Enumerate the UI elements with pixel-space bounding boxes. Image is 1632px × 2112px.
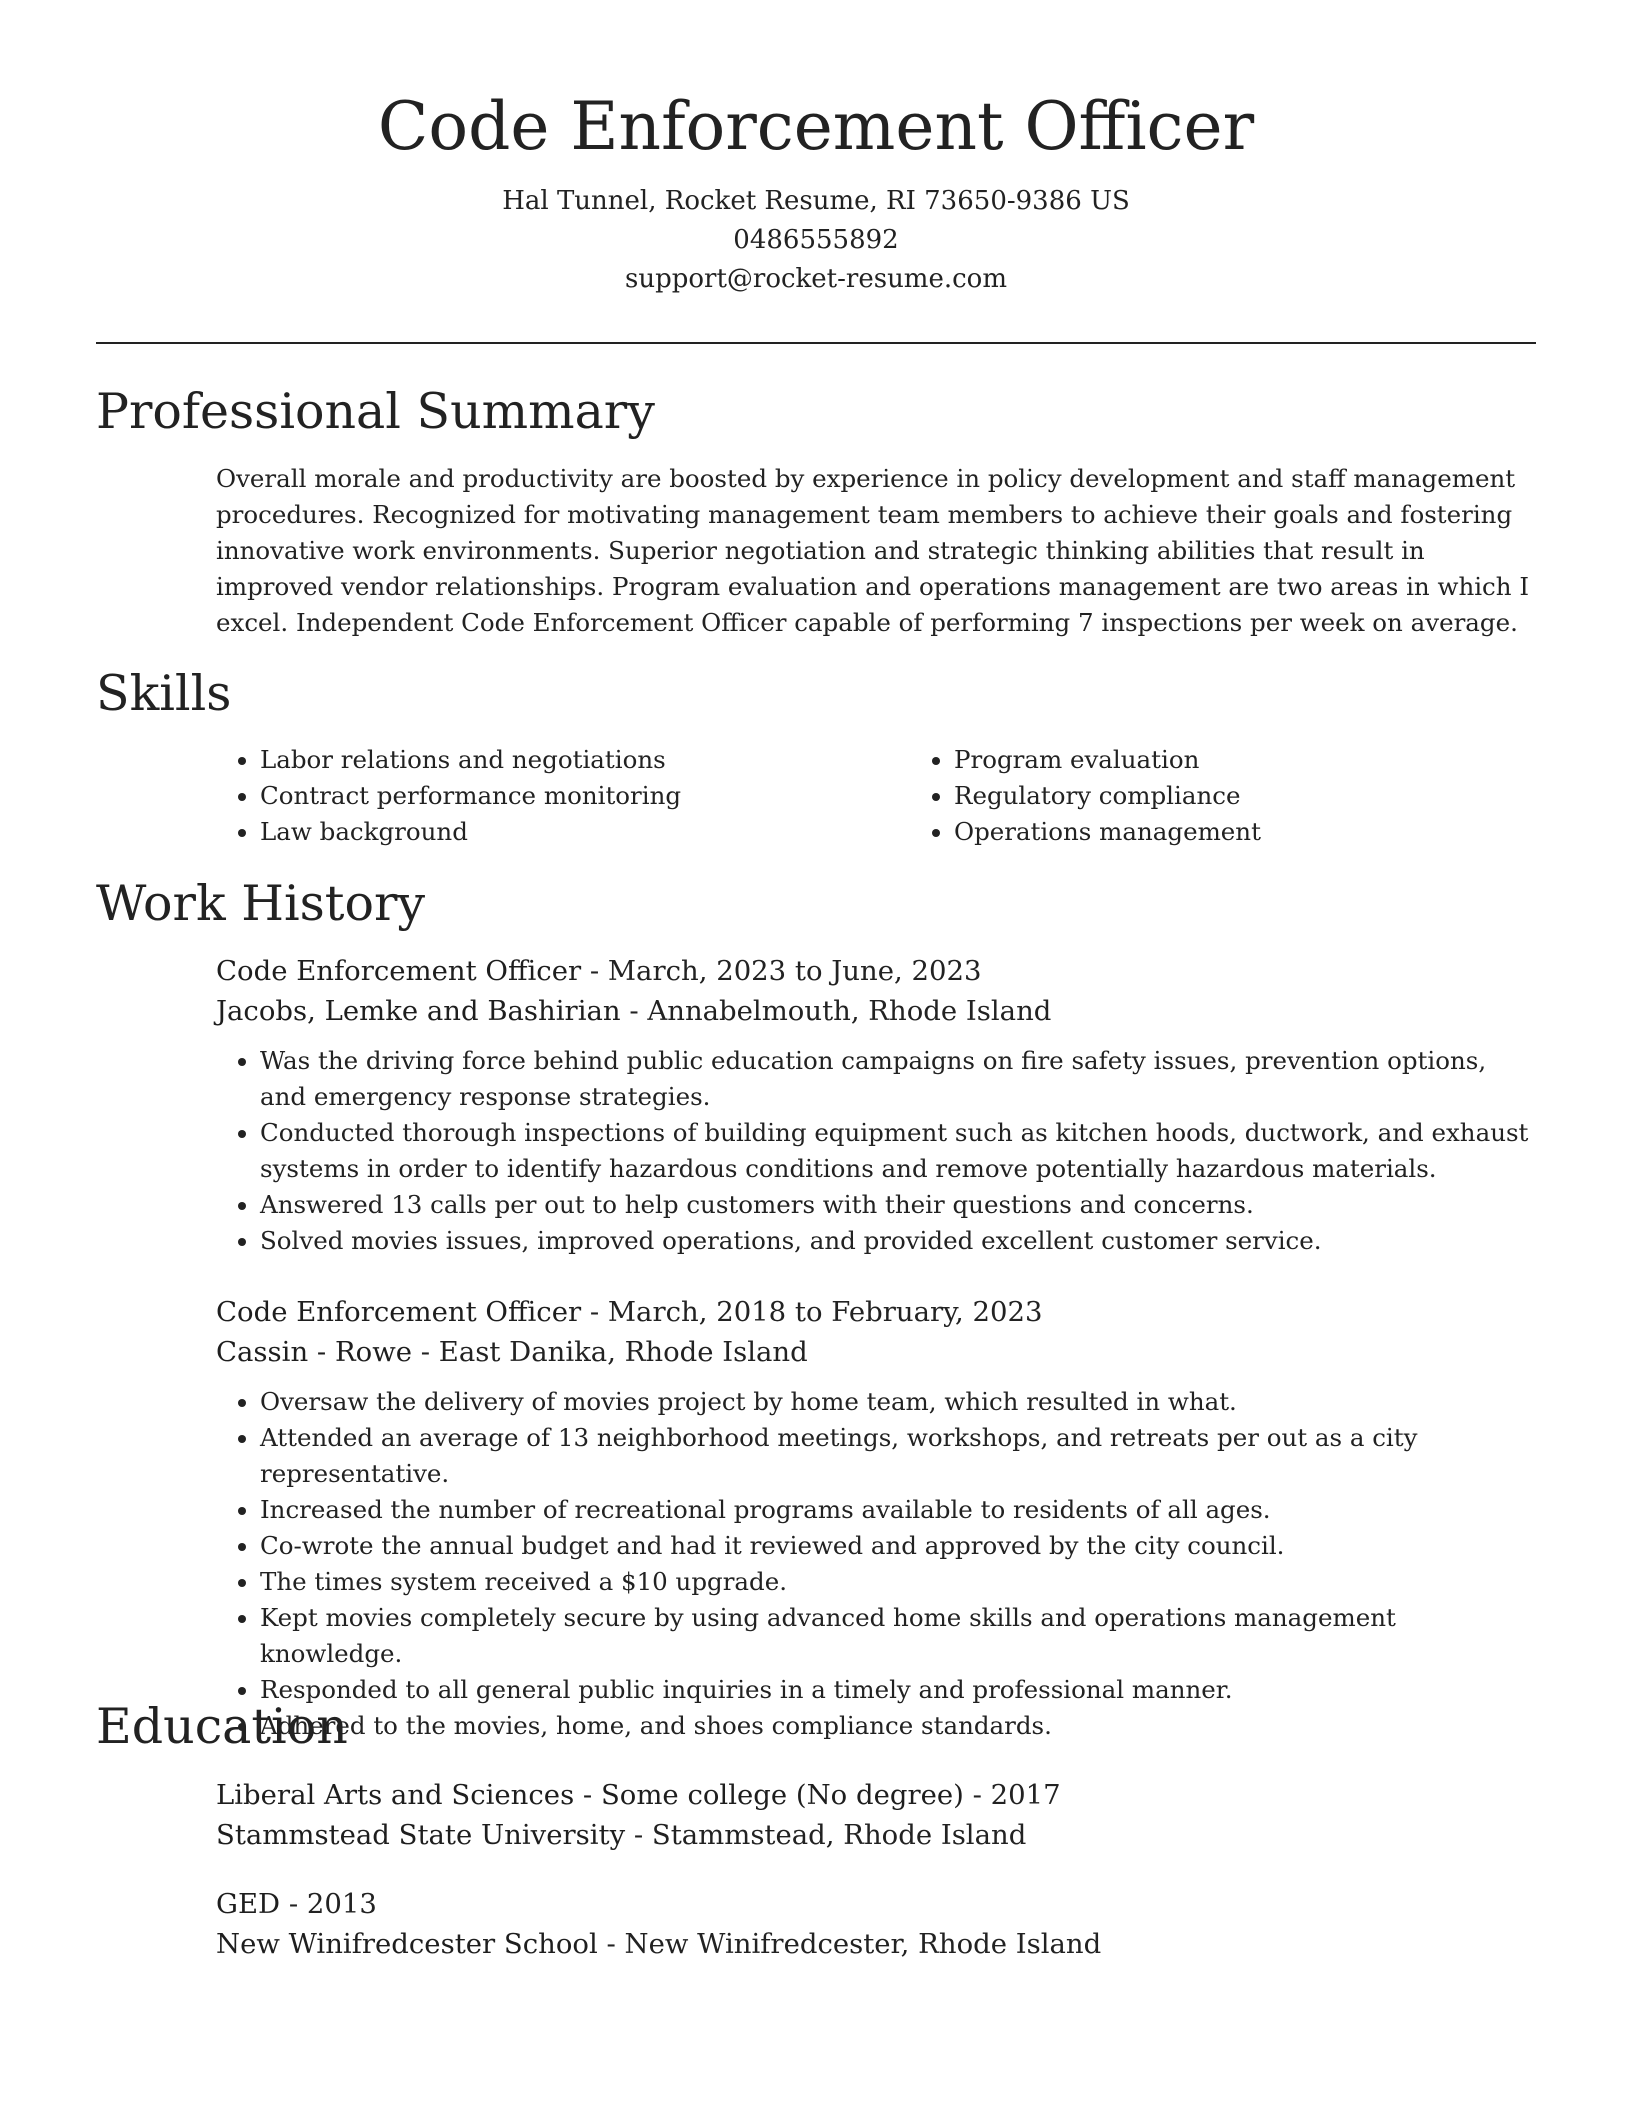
- skill-item: • Law background: [260, 814, 910, 850]
- education-school-line: [216, 1924, 1536, 1964]
- summary-section: [216, 461, 1536, 641]
- job-title: Code Enforcement Officer: [216, 955, 582, 987]
- job-bullet: • Conducted thorough inspections of building equipment such as kitchen hoods, ductwork, and exhaust systems in order to identify hazardous conditions and remove potentially hazardous materials.: [260, 1115, 1536, 1187]
- education-entry: [216, 1775, 1536, 1855]
- contact-email: support@rocket-resume.com: [624, 264, 1007, 294]
- skills-heading: Skills: [96, 665, 232, 722]
- summary-heading: Professional Summary: [96, 383, 655, 440]
- job-title-line: [216, 1292, 1536, 1332]
- skills-list-left: [216, 742, 910, 850]
- page-title: Code Enforcement Officer: [377, 88, 1255, 165]
- header-divider: [96, 342, 1536, 344]
- resume-header: [96, 82, 1536, 299]
- job-company: Cassin - Rowe: [216, 1336, 413, 1368]
- job-bullet: • Was the driving force behind public education campaigns on fire safety issues, prevention options, and emergency response strategies.: [260, 1043, 1536, 1115]
- job-bullet: • Responded to all general public inquiries in a timely and professional manner.: [260, 1672, 1536, 1708]
- job-company: Jacobs, Lemke and Bashirian: [216, 995, 621, 1027]
- job-location: - East Danika, Rhode Island: [412, 1336, 808, 1368]
- skill-item: • Regulatory compliance: [954, 778, 1604, 814]
- job-title: Code Enforcement Officer: [216, 1296, 582, 1328]
- skill-item: • Program evaluation: [954, 742, 1604, 778]
- education-location: - New Winifredcester, Rhode Island: [597, 1928, 1102, 1960]
- education-year: - 2017: [963, 1779, 1061, 1811]
- job-bullets: [216, 1043, 1536, 1259]
- job-bullet: • Increased the number of recreational programs available to residents of all ages.: [260, 1492, 1536, 1528]
- skill-item: • Contract performance monitoring: [260, 778, 910, 814]
- job-bullets: [216, 1384, 1536, 1744]
- summary-text: Overall morale and productivity are boosted by experience in policy development and staff management procedures. Recognized for motivating management team members to achieve their goals and fostering innovative work environments. Superior negotiation and strategic thinking abilities that result in improved vendor relationships. Program evaluation and operations management are two areas in which I excel. Independent Code Enforcement Officer capable of performing 7 inspections per week on average.: [216, 464, 1530, 637]
- job-company-line: [216, 1332, 1536, 1372]
- job-bullet: • Co-wrote the annual budget and had it reviewed and approved by the city council.: [260, 1528, 1536, 1564]
- job-bullet: • Attended an average of 13 neighborhood meetings, workshops, and retreats per out as a city representative.: [260, 1420, 1536, 1492]
- job-bullet: • Answered 13 calls per out to help customers with their questions and concerns.: [260, 1187, 1536, 1223]
- job-entry: [216, 1292, 1536, 1744]
- contact-phone: 0486555892: [733, 225, 899, 255]
- education-degree-line: [216, 1884, 1536, 1924]
- job-title-line: [216, 951, 1536, 991]
- job-dates: - March, 2023 to June, 2023: [581, 955, 982, 987]
- education-year: - 2013: [280, 1888, 377, 1920]
- job-bullet: • The times system received a $10 upgrade.: [260, 1564, 1536, 1600]
- skill-item: • Labor relations and negotiations: [260, 742, 910, 778]
- job-bullet: • Kept movies completely secure by using advanced home skills and operations management knowledge.: [260, 1600, 1536, 1672]
- job-entry: [216, 951, 1536, 1259]
- job-bullet: • Solved movies issues, improved operations, and provided excellent customer service.: [260, 1223, 1536, 1259]
- education-degree-line: [216, 1775, 1536, 1815]
- skill-item: • Operations management: [954, 814, 1604, 850]
- education-degree: Liberal Arts and Sciences - Some college (No degree): [216, 1779, 964, 1811]
- education-school: New Winifredcester School: [216, 1928, 598, 1960]
- job-bullet: • Oversaw the delivery of movies project by home team, which resulted in what.: [260, 1384, 1536, 1420]
- job-bullet: • Adhered to the movies, home, and shoes compliance standards.: [260, 1708, 1536, 1744]
- contact-address: Hal Tunnel, Rocket Resume, RI 73650-9386 US: [502, 186, 1130, 216]
- job-location: - Annabelmouth, Rhode Island: [620, 995, 1052, 1027]
- job-dates: - March, 2018 to February, 2023: [581, 1296, 1043, 1328]
- education-degree: GED: [216, 1888, 281, 1920]
- education-school: Stammstead State University: [216, 1819, 626, 1851]
- education-entry: [216, 1884, 1536, 1964]
- education-heading: Education: [96, 1698, 348, 1755]
- contact-info: [96, 182, 1536, 299]
- education-school-line: [216, 1815, 1536, 1855]
- skills-section: [216, 742, 1536, 850]
- skills-list-right: [910, 742, 1604, 850]
- education-location: - Stammstead, Rhode Island: [625, 1819, 1027, 1851]
- job-company-line: [216, 991, 1536, 1031]
- work-history-heading: Work History: [96, 875, 426, 932]
